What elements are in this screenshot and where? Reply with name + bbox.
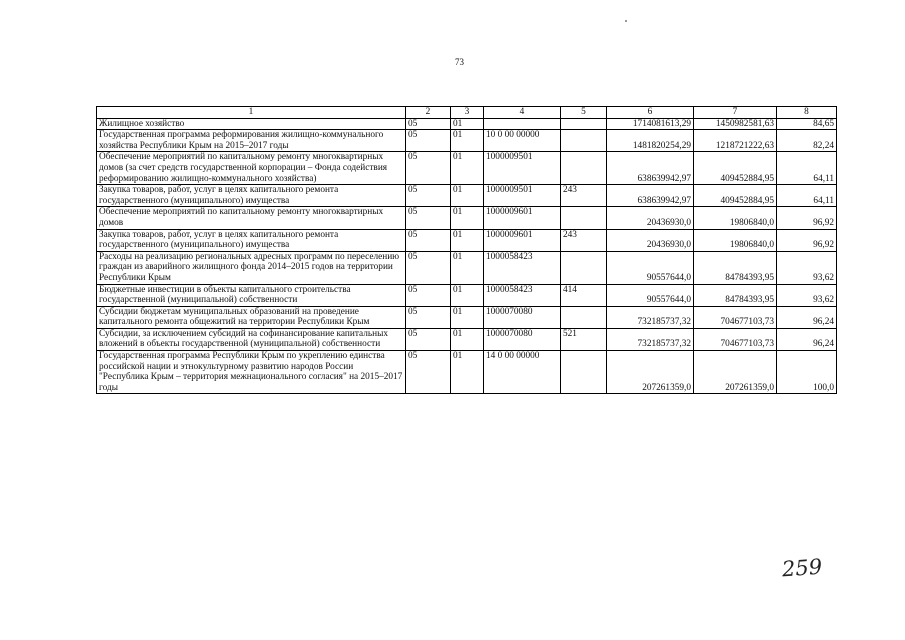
- section-code-cell: 05: [406, 152, 451, 185]
- subsection-code-cell: 01: [451, 351, 484, 394]
- item-name-cell: Субсидии бюджетам муниципальных образований на проведение капитального ремонта общежитий на территории Республики Крым: [97, 306, 406, 328]
- expense-type-cell: [561, 306, 607, 328]
- table-row: [97, 185, 837, 207]
- percent-cell: 96,92: [777, 207, 837, 229]
- section-code-cell: 05: [406, 328, 451, 350]
- percent-cell: 64,11: [777, 185, 837, 207]
- percent-cell: 100,0: [777, 351, 837, 394]
- table-row: [97, 152, 837, 185]
- subsection-code-cell: 01: [451, 185, 484, 207]
- item-name-cell: Бюджетные инвестиции в объекты капитального строительства государственной (муниципальной) собственности: [97, 284, 406, 306]
- target-article-cell: [484, 118, 561, 130]
- target-article-cell: 1000070080: [484, 306, 561, 328]
- table-row: [97, 130, 837, 152]
- subsection-code-cell: 01: [451, 152, 484, 185]
- planned-amount-cell: 1714081613,29: [607, 118, 694, 130]
- table-row: [97, 207, 837, 229]
- planned-amount-cell: 732185737,32: [607, 306, 694, 328]
- actual-amount-cell: 1450982581,63: [694, 118, 777, 130]
- planned-amount-cell: 1481820254,29: [607, 130, 694, 152]
- planned-amount-cell: 20436930,0: [607, 229, 694, 251]
- table-row: [97, 118, 837, 130]
- expense-type-cell: 243: [561, 229, 607, 251]
- subsection-code-cell: 01: [451, 118, 484, 130]
- subsection-code-cell: 01: [451, 306, 484, 328]
- target-article-cell: 1000058423: [484, 284, 561, 306]
- subsection-code-cell: 01: [451, 251, 484, 284]
- table-row: [97, 351, 837, 394]
- actual-amount-cell: 704677103,73: [694, 306, 777, 328]
- percent-cell: 93,62: [777, 251, 837, 284]
- item-name-cell: Жилищное хозяйство: [97, 118, 406, 130]
- section-code-cell: 05: [406, 351, 451, 394]
- item-name-cell: Обеспечение мероприятий по капитальному ремонту многоквартирных домов: [97, 207, 406, 229]
- planned-amount-cell: 638639942,97: [607, 185, 694, 207]
- percent-cell: 96,92: [777, 229, 837, 251]
- subsection-code-cell: 01: [451, 284, 484, 306]
- actual-amount-cell: 409452884,95: [694, 185, 777, 207]
- section-code-cell: 05: [406, 185, 451, 207]
- percent-cell: 64,11: [777, 152, 837, 185]
- actual-amount-cell: 19806840,0: [694, 229, 777, 251]
- table-header-row: [97, 107, 837, 119]
- target-article-cell: 14 0 00 00000: [484, 351, 561, 394]
- header-cell-6: 6: [607, 107, 694, 119]
- target-article-cell: 1000058423: [484, 251, 561, 284]
- expense-type-cell: 414: [561, 284, 607, 306]
- percent-cell: 96,24: [777, 306, 837, 328]
- planned-amount-cell: 90557644,0: [607, 251, 694, 284]
- table-row: [97, 229, 837, 251]
- table-row: [97, 251, 837, 284]
- subsection-code-cell: 01: [451, 229, 484, 251]
- expense-type-cell: 243: [561, 185, 607, 207]
- planned-amount-cell: 20436930,0: [607, 207, 694, 229]
- expense-type-cell: [561, 130, 607, 152]
- item-name-cell: Закупка товаров, работ, услуг в целях капитального ремонта государственного (муниципального) имущества: [97, 185, 406, 207]
- budget-table: [96, 106, 837, 394]
- subsection-code-cell: 01: [451, 207, 484, 229]
- section-code-cell: 05: [406, 229, 451, 251]
- subsection-code-cell: 01: [451, 130, 484, 152]
- target-article-cell: 1000009601: [484, 229, 561, 251]
- target-article-cell: 1000070080: [484, 328, 561, 350]
- percent-cell: 93,62: [777, 284, 837, 306]
- header-cell-8: 8: [777, 107, 837, 119]
- percent-cell: 96,24: [777, 328, 837, 350]
- item-name-cell: Обеспечение мероприятий по капитальному ремонту многоквартирных домов (за счет средств государственной корпорации – Фонда содействия реформированию жилищно-коммунального хозяйства): [97, 152, 406, 185]
- section-code-cell: 05: [406, 306, 451, 328]
- actual-amount-cell: 84784393,95: [694, 251, 777, 284]
- item-name-cell: Закупка товаров, работ, услуг в целях капитального ремонта государственного (муниципального) имущества: [97, 229, 406, 251]
- table-row: [97, 306, 837, 328]
- planned-amount-cell: 732185737,32: [607, 328, 694, 350]
- header-cell-5: 5: [561, 107, 607, 119]
- header-cell-2: 2: [406, 107, 451, 119]
- page-number: 73: [455, 57, 464, 67]
- scan-speck: [625, 20, 627, 22]
- expense-type-cell: 521: [561, 328, 607, 350]
- actual-amount-cell: 704677103,73: [694, 328, 777, 350]
- item-name-cell: Государственная программа Республики Крым по укреплению единства российской нации и этнокультурному развитию народов России "Республика Крым – территория межнационального согласия" на 2015–2017 годы: [97, 351, 406, 394]
- item-name-cell: Расходы на реализацию региональных адресных программ по переселению граждан из аварийного жилищного фонда 2014–2015 годов на территории Республики Крым: [97, 251, 406, 284]
- actual-amount-cell: 19806840,0: [694, 207, 777, 229]
- header-cell-3: 3: [451, 107, 484, 119]
- section-code-cell: 05: [406, 130, 451, 152]
- target-article-cell: 1000009501: [484, 152, 561, 185]
- section-code-cell: 05: [406, 118, 451, 130]
- expense-type-cell: [561, 251, 607, 284]
- actual-amount-cell: 1218721222,63: [694, 130, 777, 152]
- percent-cell: 82,24: [777, 130, 837, 152]
- item-name-cell: Государственная программа реформирования жилищно-коммунального хозяйства Республики Крым на 2015–2017 годы: [97, 130, 406, 152]
- planned-amount-cell: 638639942,97: [607, 152, 694, 185]
- actual-amount-cell: 207261359,0: [694, 351, 777, 394]
- section-code-cell: 05: [406, 207, 451, 229]
- header-cell-7: 7: [694, 107, 777, 119]
- planned-amount-cell: 90557644,0: [607, 284, 694, 306]
- header-cell-4: 4: [484, 107, 561, 119]
- expense-type-cell: [561, 152, 607, 185]
- table-row: [97, 328, 837, 350]
- percent-cell: 84,65: [777, 118, 837, 130]
- header-cell-1: 1: [97, 107, 406, 119]
- handwritten-page-number: 259: [781, 554, 823, 582]
- subsection-code-cell: 01: [451, 328, 484, 350]
- expense-type-cell: [561, 207, 607, 229]
- actual-amount-cell: 409452884,95: [694, 152, 777, 185]
- planned-amount-cell: 207261359,0: [607, 351, 694, 394]
- section-code-cell: 05: [406, 251, 451, 284]
- section-code-cell: 05: [406, 284, 451, 306]
- target-article-cell: 1000009501: [484, 185, 561, 207]
- table-row: [97, 284, 837, 306]
- actual-amount-cell: 84784393,95: [694, 284, 777, 306]
- target-article-cell: 1000009601: [484, 207, 561, 229]
- expense-type-cell: [561, 118, 607, 130]
- expense-type-cell: [561, 351, 607, 394]
- item-name-cell: Субсидии, за исключением субсидий на софинансирование капитальных вложений в объекты государственной (муниципальной) собственности: [97, 328, 406, 350]
- target-article-cell: 10 0 00 00000: [484, 130, 561, 152]
